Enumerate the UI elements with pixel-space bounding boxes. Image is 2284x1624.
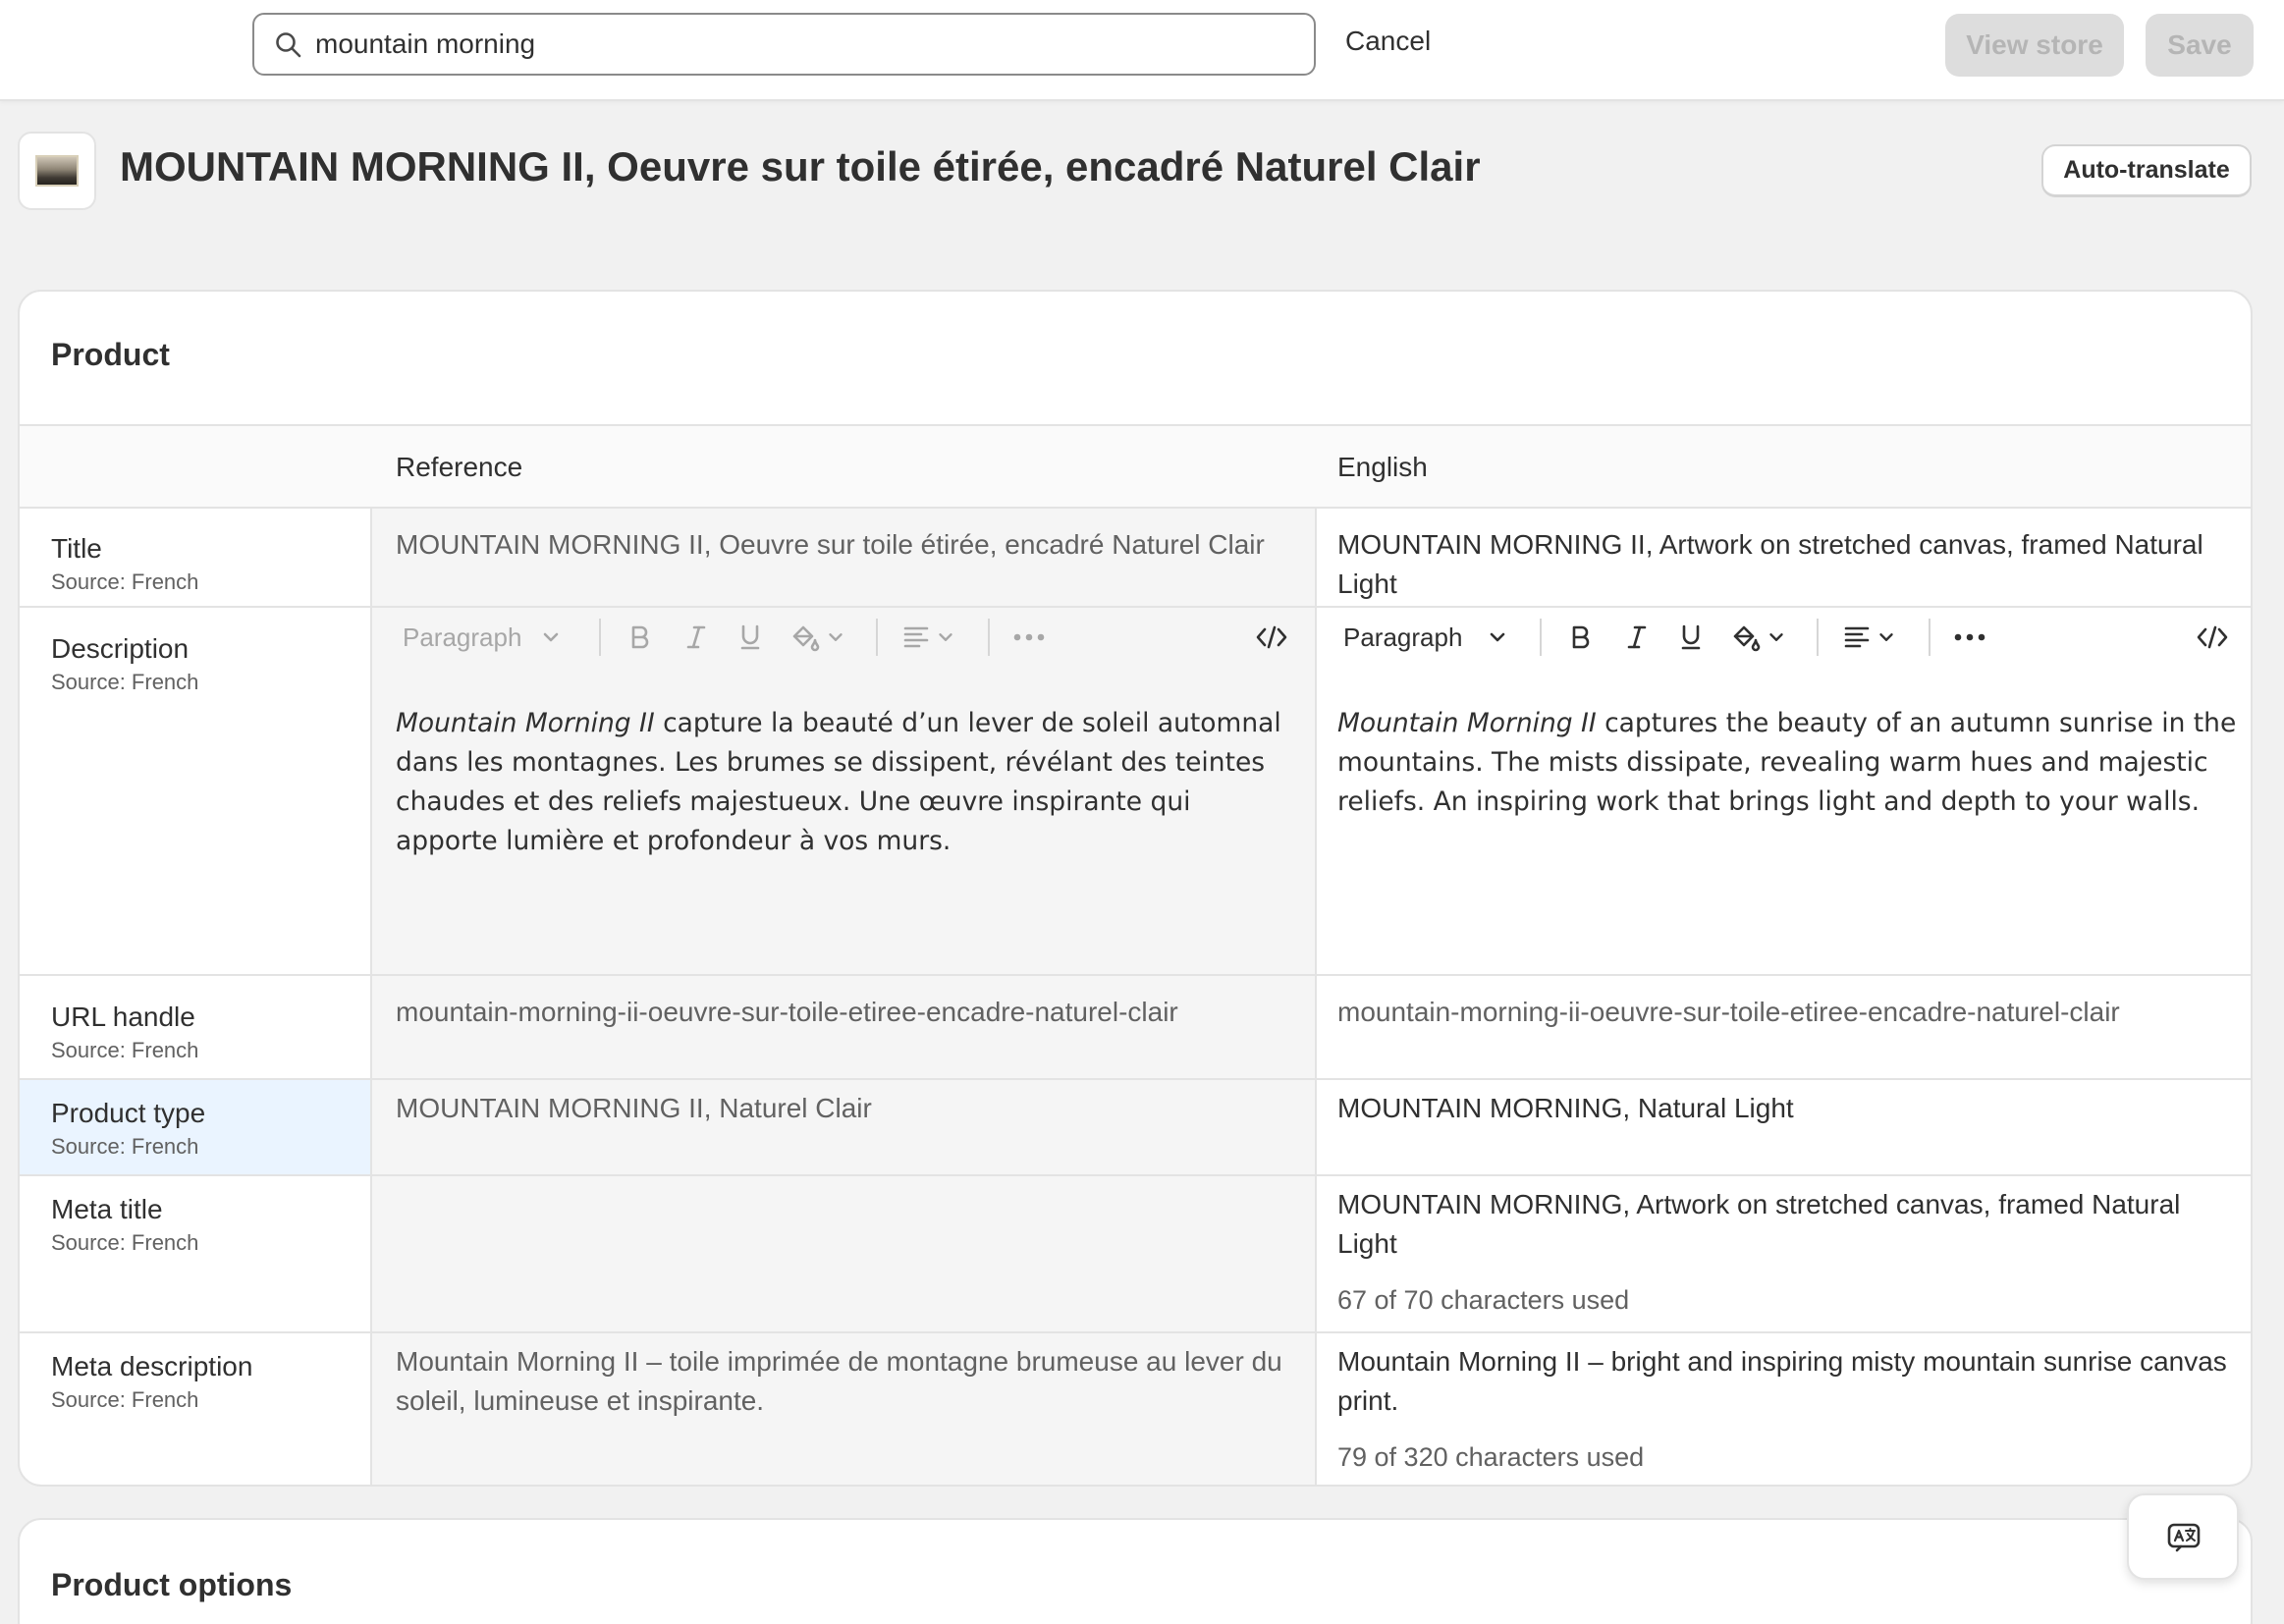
search-icon: [274, 30, 303, 60]
meta-title-char-count: 67 of 70 characters used: [1337, 1285, 1630, 1315]
english-product-type-field[interactable]: MOUNTAIN MORNING, Natural Light: [1337, 1093, 1794, 1123]
more-icon[interactable]: [1952, 613, 1987, 662]
english-meta-description-field[interactable]: Mountain Morning II – bright and inspiring misty mountain sunrise canvas print.: [1337, 1346, 2227, 1416]
reference-description: Mountain Morning II capture la beauté d’un lever de soleil automnal dans les montagnes. Les brumes se dissipent, révélant des teintes chaudes et des reliefs majestueux. Une œuvre inspirante qui apporte lumière et profondeur à vos murs.: [396, 708, 1281, 856]
row-source-meta-title: Source: French: [51, 1230, 199, 1255]
row-label-title: Title: [51, 533, 102, 564]
translate-icon: [2165, 1519, 2202, 1556]
row-source-title: Source: French: [51, 569, 199, 594]
reference-meta-description: Mountain Morning II – toile imprimée de montagne brumeuse au lever du soleil, lumineuse et inspirante.: [396, 1346, 1282, 1416]
search-box[interactable]: [252, 13, 1316, 76]
row-source-product-type: Source: French: [51, 1134, 199, 1159]
reference-url-handle: mountain-morning-ii-oeuvre-sur-toile-etiree-encadre-naturel-clair: [396, 997, 1178, 1027]
save-button[interactable]: Save: [2146, 14, 2254, 77]
auto-translate-button[interactable]: Auto-translate: [2041, 144, 2252, 197]
cancel-button[interactable]: Cancel: [1345, 26, 1432, 56]
row-source-url-handle: Source: French: [51, 1038, 199, 1062]
paragraph-select: Paragraph: [403, 613, 563, 662]
meta-description-char-count: 79 of 320 characters used: [1337, 1442, 1645, 1472]
chevron-down-icon: [1486, 625, 1509, 649]
english-meta-title-field[interactable]: MOUNTAIN MORNING, Artwork on stretched canvas, framed Natural Light: [1337, 1189, 2181, 1259]
row-source-description: Source: French: [51, 670, 199, 694]
product-card: [18, 290, 2253, 1487]
row-label-url-handle: URL handle: [51, 1001, 195, 1032]
more-icon: [1011, 613, 1047, 662]
bold-icon[interactable]: [1565, 613, 1595, 662]
view-store-button[interactable]: View store: [1945, 14, 2124, 77]
paragraph-select[interactable]: Paragraph: [1343, 613, 1509, 662]
underline-icon[interactable]: [1676, 613, 1706, 662]
align-left-icon[interactable]: [1842, 613, 1897, 662]
text-color-icon: [789, 613, 846, 662]
bold-icon: [625, 613, 654, 662]
underline-icon: [735, 613, 765, 662]
text-color-icon[interactable]: [1730, 613, 1787, 662]
code-icon: [1255, 613, 1288, 662]
product-options-card: [18, 1518, 2253, 1624]
chevron-down-icon: [539, 625, 563, 649]
italic-icon[interactable]: [1622, 613, 1652, 662]
row-label-meta-title: Meta title: [51, 1194, 163, 1224]
code-icon[interactable]: [2196, 613, 2229, 662]
align-left-icon: [901, 613, 956, 662]
row-label-product-type: Product type: [51, 1098, 206, 1128]
card-title: Product options: [51, 1567, 293, 1602]
italic-icon: [681, 613, 711, 662]
column-header-english: English: [1337, 452, 1428, 482]
card-title: Product: [51, 337, 170, 372]
english-description-editor[interactable]: Mountain Morning II captures the beauty of an autumn sunrise in the mountains. The mists dissipate, revealing warm hues and majestic reliefs. An inspiring work that brings light and depth to your walls.: [1337, 708, 2237, 817]
english-title-field[interactable]: MOUNTAIN MORNING II, Artwork on stretched canvas, framed Natural Light: [1337, 529, 2203, 599]
reference-product-type: MOUNTAIN MORNING II, Naturel Clair: [396, 1093, 872, 1123]
page-title: MOUNTAIN MORNING II, Oeuvre sur toile étirée, encadré Naturel Clair: [120, 143, 1481, 189]
english-url-handle-field[interactable]: mountain-morning-ii-oeuvre-sur-toile-etiree-encadre-naturel-clair: [1337, 997, 2120, 1027]
row-label-meta-description: Meta description: [51, 1351, 253, 1381]
reference-title: MOUNTAIN MORNING II, Oeuvre sur toile étirée, encadré Naturel Clair: [396, 529, 1265, 560]
row-source-meta-description: Source: French: [51, 1387, 199, 1412]
row-label-description: Description: [51, 633, 190, 664]
product-thumbnail: [18, 132, 96, 210]
top-bar: [0, 0, 2284, 101]
column-header-reference: Reference: [396, 452, 523, 482]
search-input[interactable]: [315, 23, 1297, 66]
translate-button[interactable]: [2127, 1493, 2239, 1580]
